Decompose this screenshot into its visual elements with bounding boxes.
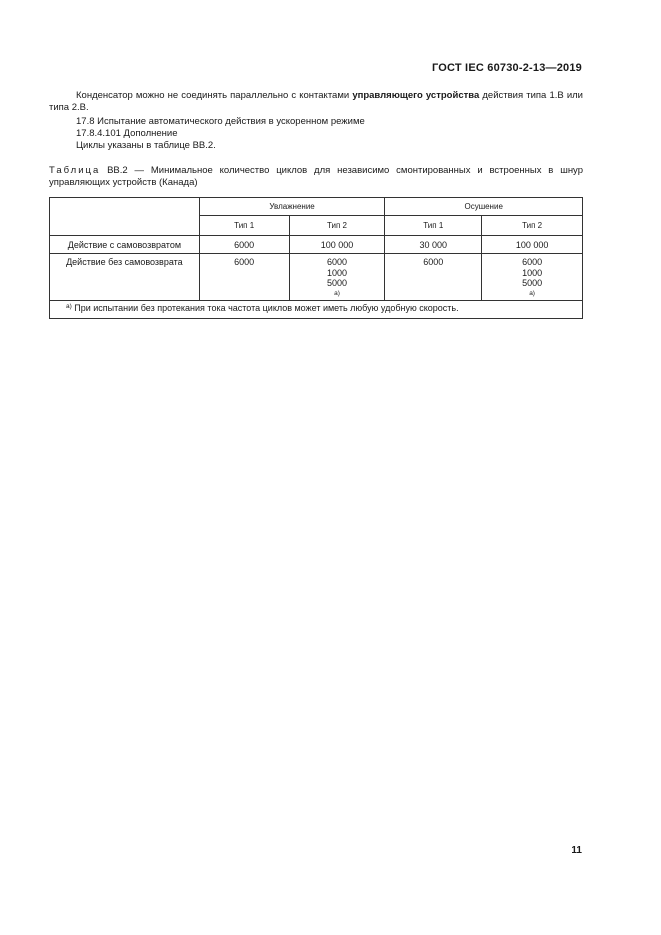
footnote-ref: а)	[529, 289, 535, 297]
row-label-manual-reset: Действие без самовозврата	[50, 254, 200, 301]
header-dehumidification: Осушение	[385, 198, 583, 216]
subheader-type2-dehumid: Тип 2	[482, 216, 583, 236]
paragraph-text-end: действия типа 1.В или типа 2.В.	[49, 90, 583, 113]
table-footnote	[50, 301, 583, 319]
cell-value-with-note	[290, 278, 385, 300]
subheader-type1-dehumid: Тип 1	[385, 216, 482, 236]
cell-value: 1000	[522, 267, 543, 278]
table-caption-text: ВВ.2 — Минимальное количество циклов для независимо смонтированных и встроенных в шнур управляющих устройств (Канада)	[49, 165, 583, 188]
row-label-auto-reset: Действие с самовозвратом	[50, 236, 200, 254]
cycles-table	[49, 197, 583, 319]
cell-value: 5000	[326, 278, 347, 288]
footnote-text: При испытании без протекания тока частота циклов может иметь любую удобную скорость.	[71, 303, 459, 313]
table-row	[50, 254, 583, 301]
cell-value: 30 000	[385, 236, 482, 254]
cell-value-stack	[289, 254, 385, 301]
clause-17-8-4-101: 17.8.4.101 Дополнение	[76, 128, 178, 139]
cell-value: 5000	[522, 278, 543, 288]
cell-value: 6000	[326, 257, 347, 267]
table-row	[50, 236, 583, 254]
table-corner-cell	[50, 198, 200, 236]
paragraph-capacitor	[49, 90, 583, 114]
cell-value: 6000	[199, 236, 289, 254]
cell-value: 100 000	[482, 236, 583, 254]
cell-value: 100 000	[289, 236, 385, 254]
paragraph-bold-term: управляющего устройства	[352, 90, 480, 101]
cell-value: 6000	[522, 257, 543, 267]
table-footnote-row	[50, 301, 583, 319]
header-humidification: Увлажнение	[199, 198, 385, 216]
cell-value: 1000	[326, 267, 347, 278]
table-caption-prefix: Таблица	[49, 165, 101, 176]
table-caption	[49, 165, 583, 189]
footnote-mark: а)	[66, 303, 72, 310]
table-header-row	[50, 198, 583, 216]
cycles-note: Циклы указаны в таблице ВВ.2.	[76, 140, 216, 151]
page-number: 11	[571, 845, 582, 856]
paragraph-text-start: Конденсатор можно не соединять параллельно с контактами	[76, 90, 353, 101]
cell-value-with-note	[482, 278, 582, 300]
document-code: ГОСТ IEC 60730-2-13—2019	[431, 62, 582, 74]
cell-value: 6000	[385, 254, 482, 301]
cell-value-stack	[482, 254, 583, 301]
footnote-ref: а)	[334, 289, 340, 297]
subheader-type2-humid: Тип 2	[289, 216, 385, 236]
clause-17-8: 17.8 Испытание автоматического действия в ускоренном режиме	[76, 116, 365, 127]
cell-value: 6000	[199, 254, 289, 301]
subheader-type1-humid: Тип 1	[199, 216, 289, 236]
